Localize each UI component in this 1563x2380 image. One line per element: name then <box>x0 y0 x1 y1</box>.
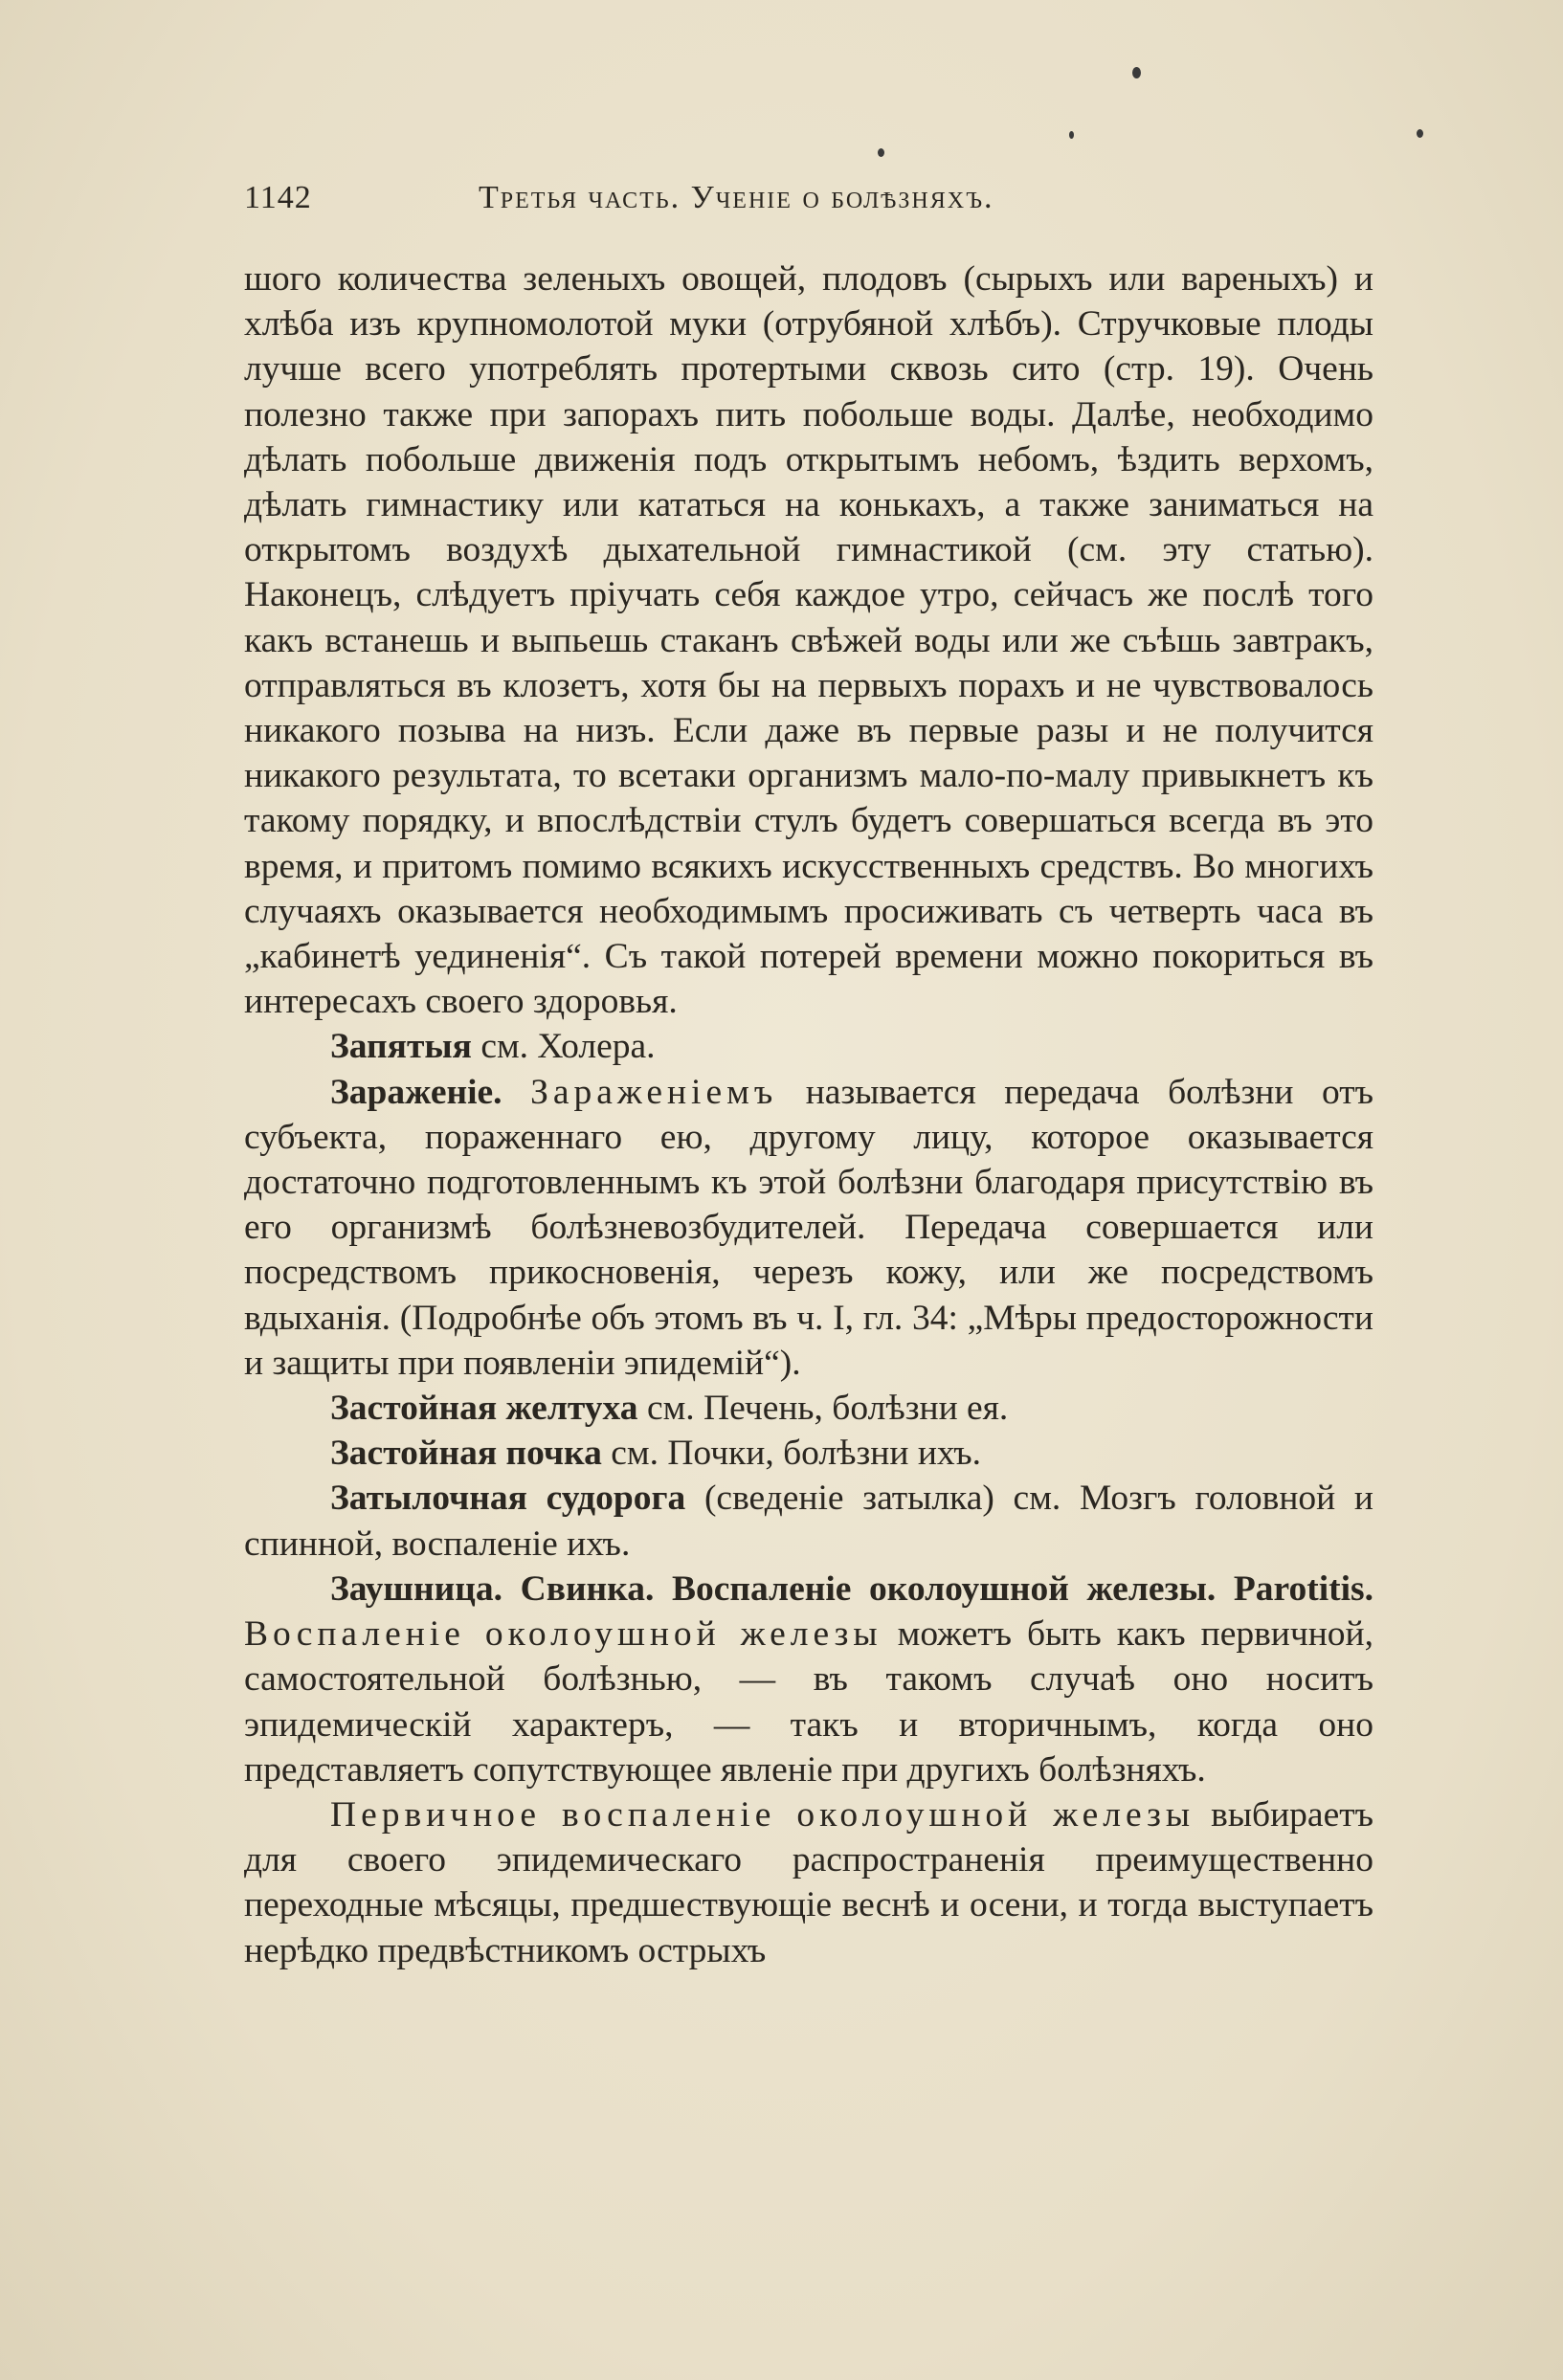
paragraph <box>244 1567 1373 1792</box>
text-run <box>502 1073 531 1112</box>
body-text <box>244 256 1373 1973</box>
text-run: см. Почки, болѣзни ихъ. <box>601 1434 981 1474</box>
paragraph <box>244 1024 1373 1069</box>
entry-heading: Запятыя <box>330 1027 472 1067</box>
paragraph <box>244 1476 1373 1566</box>
text-run: см. Печень, болѣзни ея. <box>637 1389 1009 1429</box>
ink-speck <box>1132 67 1141 78</box>
text-run: шого количества зеленыхъ овощей, плодовъ (сырыхъ или вареныхъ) и хлѣба изъ крупномолотой муки (отрубяной хлѣбъ). Стручковые плоды лучше всего употреблять протертыми сквозь сито (стр. 19). Очень полезно также при запорахъ пить побольше воды. Далѣе, необходимо дѣлать побольше движенія подъ открытымъ небомъ, ѣздить верхомъ, дѣлать гимнастику или кататься на конькахъ, а также заниматься на открытомъ воздухѣ дыхательной гимнастикой (см. эту статью). Наконецъ, слѣдуетъ пріучать себя каждое утро, сейчасъ же послѣ того какъ встанешь и выпьешь стаканъ свѣжей воды или же съѣшь завтракъ, отправляться въ клозетъ, хотя бы на первыхъ порахъ и не чувствовалось никакого позыва на низъ. Если даже въ первые разы и не получится никакого результата, то всетаки организмъ мало-по-малу привыкнетъ къ такому порядку, и впослѣдствіи стулъ будетъ совершаться всегда въ это время, и притомъ помимо всякихъ искусственныхъ средствъ. Во многихъ случаяхъ оказывается необходимымъ просиживать съ четверть часа въ „кабинетѣ уединенія“. Съ такой потерей времени можно покориться въ интересахъ своего здоровья. <box>244 259 1373 1022</box>
spaced-emphasis: Первичное воспаленіе околоушной железы <box>330 1794 1195 1835</box>
paragraph <box>244 1070 1373 1386</box>
page-header <box>244 180 1373 228</box>
paragraph-continuation <box>244 256 1373 1024</box>
ink-speck <box>1417 129 1423 138</box>
paragraph <box>244 1792 1373 1973</box>
text-run: выбираетъ для своего эпидемическаго распространенія преимущественно переходные мѣсяцы, предшествующіе веснѣ и осени, и тогда выступаетъ нерѣдко предвѣстникомъ острыхъ <box>244 1794 1373 1970</box>
entry-heading: Зараженіе. <box>330 1072 502 1112</box>
text-run: см. Холера. <box>471 1027 656 1067</box>
ink-speck <box>1069 131 1074 139</box>
spaced-emphasis: Воспаленіе околоушной железы <box>244 1614 882 1655</box>
paragraph <box>244 1431 1373 1476</box>
running-title: Третья часть. Ученіе о болѣзняхъ. <box>479 180 994 215</box>
spaced-emphasis: Зараженіемъ <box>530 1072 778 1112</box>
entry-heading: Застойная желтуха <box>330 1389 638 1429</box>
page-number: 1142 <box>244 180 312 215</box>
text-run: называется передача болѣзни отъ субъекта, пораженнаго ею, другому лицу, которое оказывается достаточно подготовленнымъ къ этой болѣзни благодаря присутствію въ его организмѣ болѣзневозбудителей. Передача совершается или посредствомъ прикосновенія, черезъ кожу, или же посредствомъ вдыханія. (Подробнѣе объ этомъ въ ч. I, гл. 34: „Мѣры предосторожности и защиты при появленіи эпидемій“). <box>244 1072 1373 1383</box>
entry-heading: Затылочная судорога <box>330 1479 686 1519</box>
ink-speck <box>878 148 884 157</box>
text-run: (сведеніе затылка) см. Мозгъ головной и спинной, воспаленіе ихъ. <box>244 1479 1373 1564</box>
entry-heading: Застойная почка <box>330 1434 602 1474</box>
paragraph <box>244 1386 1373 1431</box>
entry-heading: Заушница. Свинка. Воспаленіе околоушной железы. Parotitis. <box>330 1568 1373 1609</box>
text-run: можетъ быть какъ первичной, самостоятельной болѣзнью, — въ такомъ случаѣ оно носитъ эпидемическій характеръ, — такъ и вторичнымъ, когда оно представляетъ сопутствующее явленіе при другихъ болѣзняхъ. <box>244 1614 1373 1790</box>
